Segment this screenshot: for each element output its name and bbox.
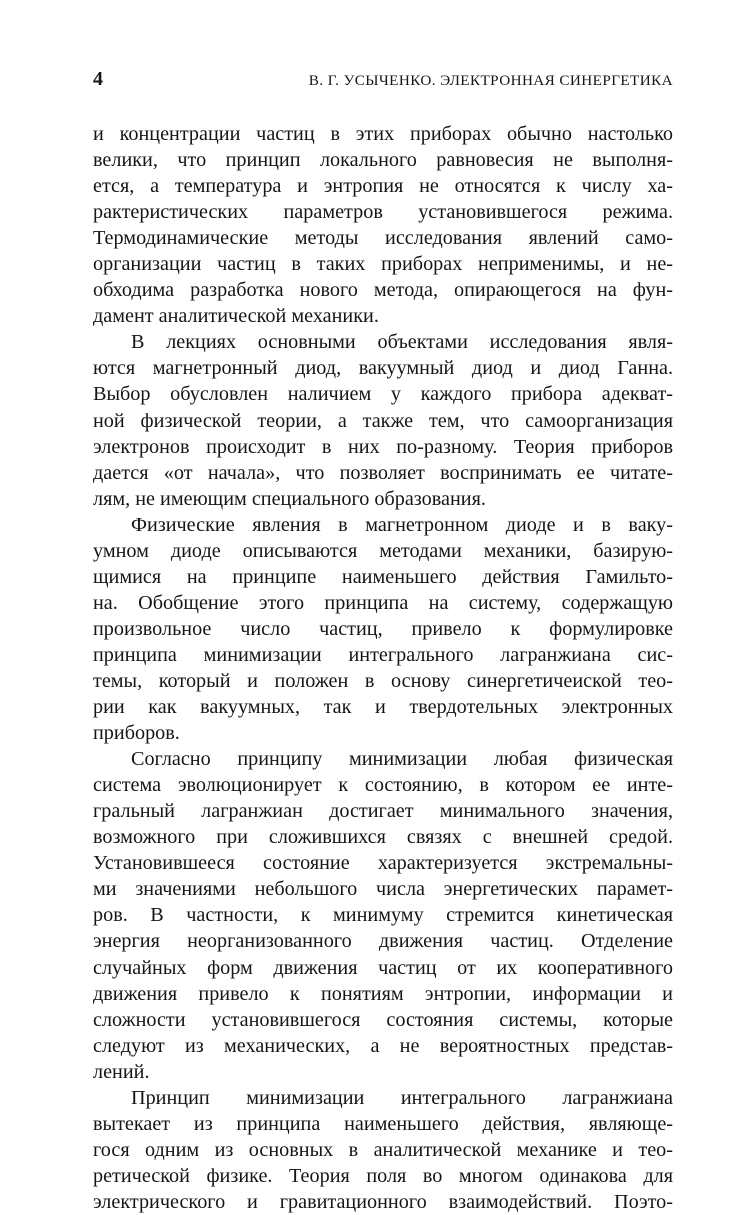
text-line: случайных форм движения частиц от их кооперативного bbox=[93, 956, 673, 979]
paragraph bbox=[93, 512, 673, 746]
text-line: электронов происходит в них по-разному. Теория приборов bbox=[93, 435, 673, 458]
text-line: Принцип минимизации интегрального лагранжиана bbox=[131, 1086, 673, 1109]
text-line: вытекает из принципа наименьшего действия, являюще- bbox=[93, 1112, 673, 1135]
text-line: обходима разработка нового метода, опирающегося на фун- bbox=[93, 279, 673, 302]
text-line: ной физической теории, а также тем, что самоорганизация bbox=[93, 409, 673, 432]
running-title: В. Г. УСЫЧЕНКО. ЭЛЕКТРОННАЯ СИНЕРГЕТИКА bbox=[308, 72, 673, 89]
book-page bbox=[93, 68, 673, 1215]
text-line: ется, а температура и энтропия не относятся к числу ха- bbox=[93, 175, 673, 198]
text-line: дамент аналитической механики. bbox=[93, 305, 379, 328]
paragraph bbox=[93, 1085, 673, 1215]
text-line: Установившееся состояние характеризуется экстремальны- bbox=[93, 852, 673, 875]
text-line: организации частиц в таких приборах неприменимы, и не- bbox=[93, 253, 673, 276]
body-text bbox=[93, 121, 673, 1215]
text-line: энергия неорганизованного движения частиц. Отделение bbox=[93, 930, 673, 953]
text-line: лений. bbox=[93, 1060, 150, 1083]
text-line: темы, который и положен в основу синергетичеиской тео- bbox=[93, 669, 673, 692]
text-line: рии как вакуумных, так и твердотельных электронных bbox=[93, 696, 673, 719]
text-line: дается «от начала», что позволяет воспринимать ее читате- bbox=[93, 461, 673, 484]
text-line: гося одним из основных в аналитической механике и тео- bbox=[93, 1138, 673, 1161]
page-number: 4 bbox=[93, 68, 104, 90]
text-line: велики, что принцип локального равновесия не выполня- bbox=[93, 149, 673, 172]
text-line: приборов. bbox=[93, 722, 180, 745]
text-line: движения привело к понятиям энтропии, информации и bbox=[93, 982, 673, 1005]
paragraph bbox=[93, 121, 673, 329]
paragraph bbox=[93, 746, 673, 1085]
text-line: Согласно принципу минимизации любая физическая bbox=[131, 748, 673, 771]
text-line: лям, не имеющим специального образования. bbox=[93, 487, 486, 510]
text-line: ретической физике. Теория поля во многом одинакова для bbox=[93, 1164, 673, 1187]
text-line: ми значениями небольшого числа энергетических парамет- bbox=[93, 878, 673, 901]
text-line: на. Обобщение этого принципа на систему, содержащую bbox=[93, 591, 673, 614]
text-line: умном диоде описываются методами механики, базирую- bbox=[93, 539, 673, 562]
text-line: Выбор обусловлен наличием у каждого прибора адекват- bbox=[93, 383, 673, 406]
text-line: рактеристических параметров установившегося режима. bbox=[93, 201, 673, 224]
text-line: произвольное число частиц, привело к формулировке bbox=[93, 617, 673, 640]
text-line: щимися на принципе наименьшего действия Гамильто- bbox=[93, 565, 673, 588]
text-line: В лекциях основными объектами исследования явля- bbox=[131, 331, 673, 354]
text-line: принципа минимизации интегрального лагранжиана сис- bbox=[93, 643, 673, 666]
text-line: сложности установившегося состояния системы, которые bbox=[93, 1008, 673, 1031]
page-header bbox=[93, 68, 673, 102]
text-line: ров. В частности, к минимуму стремится кинетическая bbox=[93, 904, 673, 927]
text-line: Термодинамические методы исследования явлений само- bbox=[93, 227, 673, 250]
text-line: ются магнетронный диод, вакуумный диод и диод Ганна. bbox=[93, 357, 673, 380]
text-line: Физические явления в магнетронном диоде и в ваку- bbox=[131, 513, 673, 536]
text-line: возможного при сложившихся связях с внешней средой. bbox=[93, 826, 673, 849]
text-line: следуют из механических, а не вероятностных представ- bbox=[93, 1034, 673, 1057]
text-line: и концентрации частиц в этих приборах обычно настолько bbox=[93, 123, 673, 145]
text-line: система эволюционирует к состоянию, в котором ее инте- bbox=[93, 774, 673, 797]
paragraph bbox=[93, 329, 673, 511]
text-line: электрического и гравитационного взаимодействий. Поэто- bbox=[93, 1190, 673, 1213]
text-line: гральный лагранжиан достигает минимального значения, bbox=[93, 800, 673, 823]
